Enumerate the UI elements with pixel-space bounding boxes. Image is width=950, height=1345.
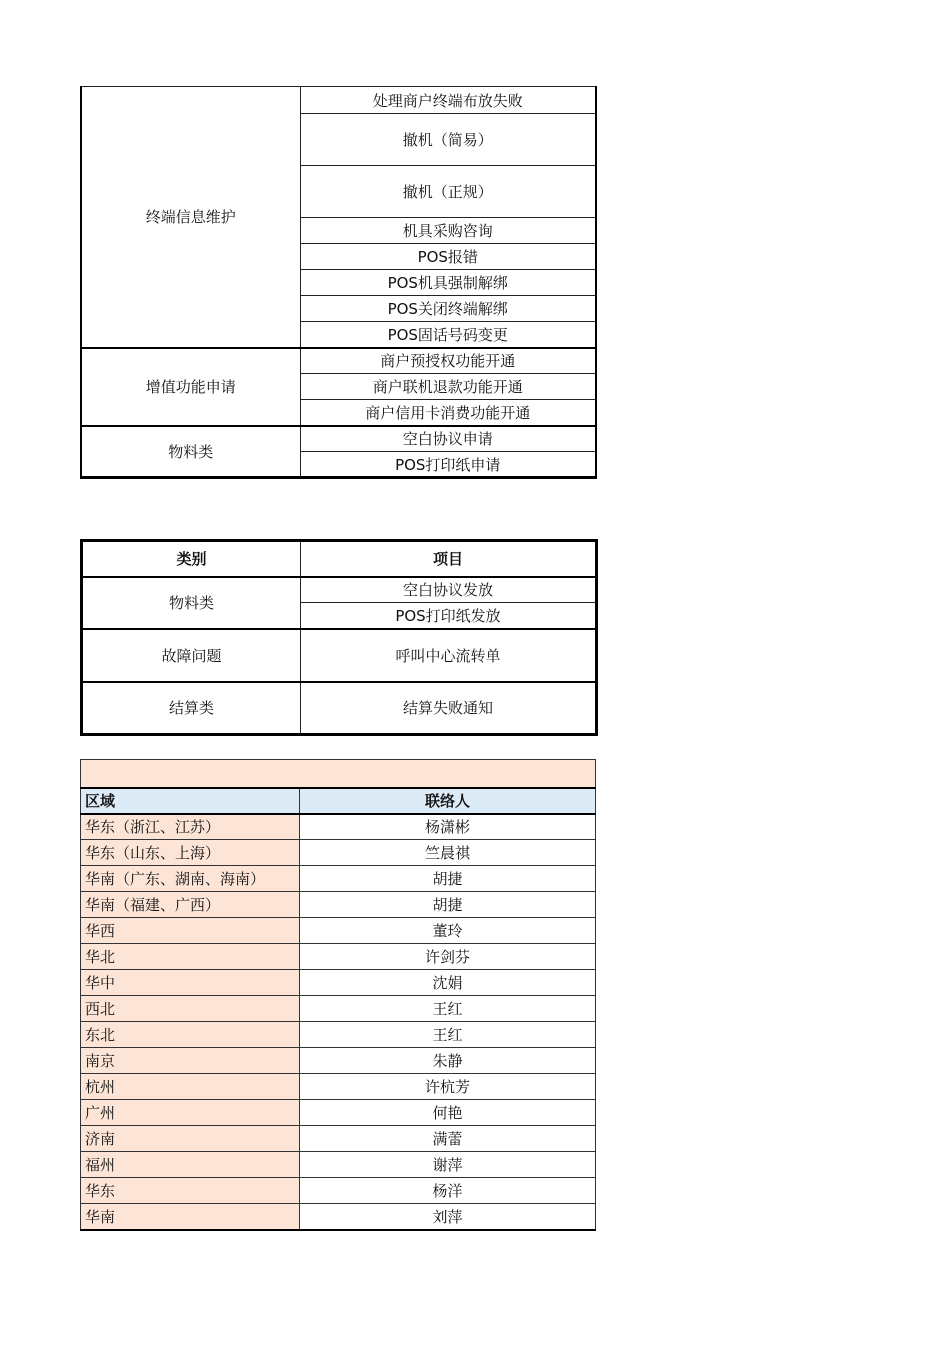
header-item: 项目 xyxy=(301,541,597,577)
table-banner-row xyxy=(81,760,596,788)
item-cell: POS打印纸发放 xyxy=(301,603,597,629)
region-cell: 华南（广东、湖南、海南） xyxy=(81,866,300,892)
table-header-row xyxy=(81,788,596,814)
region-cell: 广州 xyxy=(81,1100,300,1126)
contact-cell: 竺晨祺 xyxy=(300,840,596,866)
table-row xyxy=(82,629,597,682)
table-row xyxy=(81,840,596,866)
contact-cell: 胡捷 xyxy=(300,892,596,918)
item-cell: POS机具强制解绑 xyxy=(300,270,596,296)
table-row xyxy=(81,866,596,892)
category-cell: 增值功能申请 xyxy=(81,348,300,426)
table-row xyxy=(81,996,596,1022)
contact-cell: 许剑芬 xyxy=(300,944,596,970)
item-cell: 撤机（正规） xyxy=(300,166,596,218)
item-cell: 空白协议发放 xyxy=(301,577,597,603)
header-category: 类别 xyxy=(82,541,301,577)
item-cell: 商户预授权功能开通 xyxy=(300,348,596,374)
table-row xyxy=(81,970,596,996)
table-row xyxy=(82,577,597,603)
contact-cell: 何艳 xyxy=(300,1100,596,1126)
table-row xyxy=(81,426,596,452)
region-cell: 华东 xyxy=(81,1178,300,1204)
item-cell: 机具采购咨询 xyxy=(300,218,596,244)
contact-cell: 王红 xyxy=(300,1022,596,1048)
table-row xyxy=(81,87,596,114)
region-cell: 华东（山东、上海） xyxy=(81,840,300,866)
region-cell: 福州 xyxy=(81,1152,300,1178)
region-cell: 济南 xyxy=(81,1126,300,1152)
contact-cell: 满蕾 xyxy=(300,1126,596,1152)
contact-cell: 董玲 xyxy=(300,918,596,944)
table-row xyxy=(82,682,597,735)
region-cell: 南京 xyxy=(81,1048,300,1074)
region-cell: 东北 xyxy=(81,1022,300,1048)
item-cell: 处理商户终端布放失败 xyxy=(300,87,596,114)
region-cell: 华北 xyxy=(81,944,300,970)
category-cell: 终端信息维护 xyxy=(81,87,300,348)
region-cell: 华中 xyxy=(81,970,300,996)
table-row xyxy=(81,918,596,944)
item-cell: POS固话号码变更 xyxy=(300,322,596,348)
table-row xyxy=(81,1126,596,1152)
table-row xyxy=(81,1204,596,1230)
contact-cell: 杨洋 xyxy=(300,1178,596,1204)
region-cell: 华西 xyxy=(81,918,300,944)
region-cell: 华南 xyxy=(81,1204,300,1230)
table-row xyxy=(81,348,596,374)
contact-cell: 谢萍 xyxy=(300,1152,596,1178)
item-cell: POS关闭终端解绑 xyxy=(300,296,596,322)
region-cell: 华南（福建、广西） xyxy=(81,892,300,918)
contact-cell: 许杭芳 xyxy=(300,1074,596,1100)
item-cell: 结算失败通知 xyxy=(301,682,597,735)
region-cell: 西北 xyxy=(81,996,300,1022)
header-region: 区域 xyxy=(81,788,300,814)
region-cell: 杭州 xyxy=(81,1074,300,1100)
service-items-table xyxy=(80,86,597,479)
table-row xyxy=(81,1074,596,1100)
contact-cell: 王红 xyxy=(300,996,596,1022)
table-row xyxy=(81,892,596,918)
table-row xyxy=(81,1152,596,1178)
table-header-row xyxy=(82,541,597,577)
item-cell: 撤机（简易） xyxy=(300,114,596,166)
item-cell: 空白协议申请 xyxy=(300,426,596,452)
table-row xyxy=(81,1048,596,1074)
contact-cell: 杨潇彬 xyxy=(300,814,596,840)
contact-cell: 刘萍 xyxy=(300,1204,596,1230)
category-cell: 物料类 xyxy=(81,426,300,478)
item-cell: 呼叫中心流转单 xyxy=(301,629,597,682)
region-contacts-table xyxy=(80,759,596,1231)
category-cell: 结算类 xyxy=(82,682,301,735)
table-row xyxy=(81,1178,596,1204)
region-cell: 华东（浙江、江苏） xyxy=(81,814,300,840)
contact-cell: 沈娟 xyxy=(300,970,596,996)
category-cell: 物料类 xyxy=(82,577,301,629)
category-cell: 故障问题 xyxy=(82,629,301,682)
item-cell: POS打印纸申请 xyxy=(300,452,596,478)
table-row xyxy=(81,944,596,970)
contact-cell: 朱静 xyxy=(300,1048,596,1074)
table-row xyxy=(81,1022,596,1048)
table-row xyxy=(81,814,596,840)
banner-cell xyxy=(81,760,596,788)
category-items-table xyxy=(80,539,598,736)
item-cell: 商户信用卡消费功能开通 xyxy=(300,400,596,426)
header-contact: 联络人 xyxy=(300,788,596,814)
item-cell: POS报错 xyxy=(300,244,596,270)
contact-cell: 胡捷 xyxy=(300,866,596,892)
item-cell: 商户联机退款功能开通 xyxy=(300,374,596,400)
table-row xyxy=(81,1100,596,1126)
